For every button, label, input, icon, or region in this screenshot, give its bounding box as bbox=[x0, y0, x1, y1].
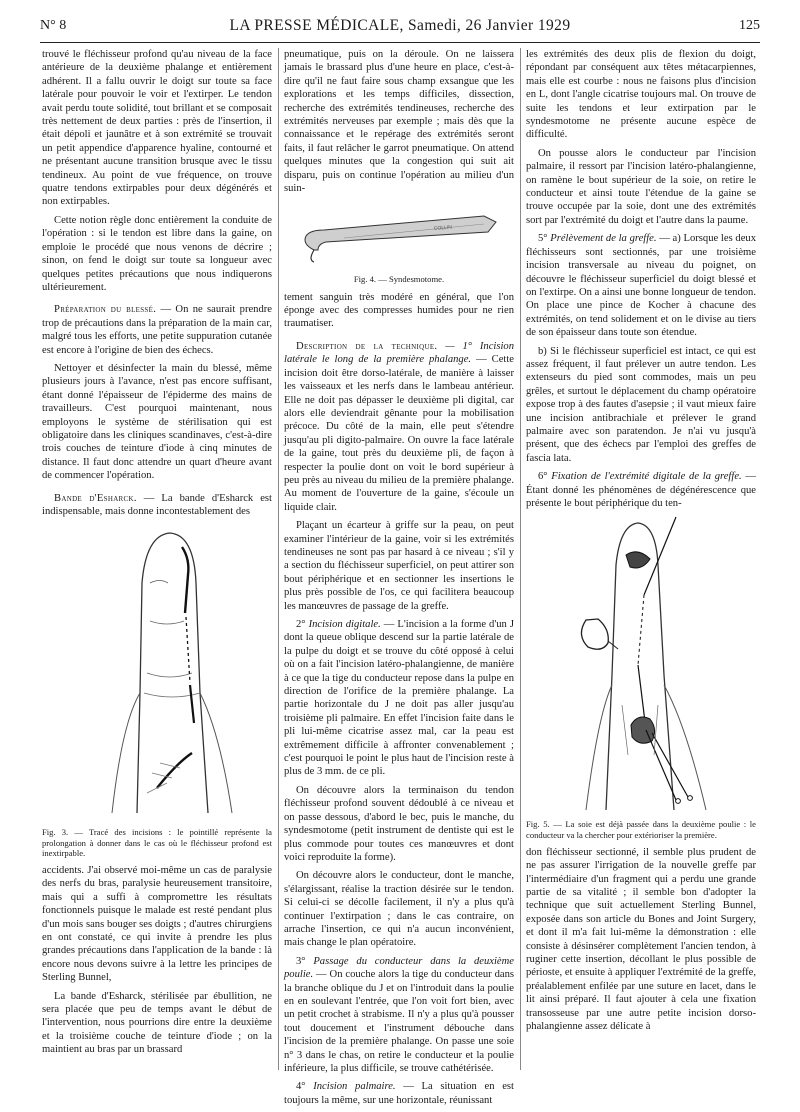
paragraph: La bande d'Esharck, stérilisée par ébullition, ne sera placée que peu de temps avant le début de l'intervention, nous pourrions dire entre la deuxième et la troisième couche de teinture d'iode ; on la maintient au bras par un brassard bbox=[42, 990, 272, 1056]
section-preparation bbox=[42, 303, 272, 357]
figure-3 bbox=[42, 523, 272, 858]
paragraph: Nettoyer et désinfecter la main du blessé, même plusieurs jours à l'avance, n'est pas encore suffisant, étant donné l'épaisseur de l'épiderme des mains de travailleurs. C'est pourquoi maintenant, nous employons le système de stérilisation qui est obligatoire dans les cliniques scandinaves, c'est-à-dire trois couches de teinture d'iode à cinq minutes de distance. Il faut donc attendre un quart d'heure avant de commencer l'opération. bbox=[42, 362, 272, 482]
section-passage bbox=[284, 955, 514, 1076]
column-3 bbox=[526, 48, 756, 1039]
step-number: 6° bbox=[538, 471, 552, 483]
step-number: 5° bbox=[538, 233, 551, 245]
figure-4 bbox=[284, 200, 514, 284]
subsection-heading: Prélèvement de la greffe. bbox=[550, 233, 657, 245]
column-1 bbox=[42, 48, 272, 1062]
figure-caption: Fig. 4. — Syndesmotome. bbox=[353, 274, 445, 285]
paragraph: les extrémités des deux plis de flexion du doigt, répondant par conséquent aux têtes métacarpiennes, mais elle est courbe : nous ne faisons plus d'incision en L, dont l'angle cicatrise toujours mal. On trouve de suite les tendons et leur extirpation par le syndesmotome ne présente aucune espèce de difficulté. bbox=[526, 49, 756, 141]
section-technique bbox=[284, 340, 514, 514]
section-digital bbox=[284, 618, 514, 779]
section-text: — La situation en est toujours la même, sur une horizontale, réunissant bbox=[284, 1081, 514, 1106]
paragraph: pneumatique, puis on la déroule. On ne laissera jamais le brassard plus d'une heure en place, c'est-à-dire qu'il ne faut faire sous champ exsangue que les explorations et les temps difficiles, dissection, recherche des extrémités tendineuses, recherche des extrémités nerveuses par exemple ; mais dès que la connaissance et le repérage des extrémités seront faits, il faut relâcher le garrot pneumatique. On attend quelques minutes que la congestion qui suit ait disparu, puis on continue l'opération au milieu d'un suin- bbox=[284, 49, 514, 195]
section-text: — On couche alors la tige du conducteur dans la branche oblique du J et on l'introduit dans la poulie en en soulevant l'entrée, que l'on voit fort bien, avec un petit crochet à strabisme. Il n'y a plus qu'à pousser tout doucement et l'instrument débouche dans l'incision de la première phalange. On passe une soie n° 3 dans le chas, on retire le conducteur et la poulie inférieure, la plus difficile, se trouve cathétérisée. bbox=[284, 969, 514, 1075]
finger-conductor-drawing-icon bbox=[526, 515, 756, 815]
section-text: — Cette incision doit être dorso-latérale, de manière à laisser les vaisseaux et les nerfs dans le lambeau antérieur. Elle ne doit pas dépasser le deuxième pli digital, car alors elle deviendrait gênante pour la mobilisation précoce. Du côté de la main, elle peut s'étendre jusqu'au pli digito-palmaire. On ouvre la face latérale de la gaine, tout près du deuxième pli, de façon à respecter la poulie dont on voit le bord supérieur à peu près au niveau du milieu de la première phalange. Au moment de l'ouverture de la gaine, s'écoule un liquide clair. bbox=[284, 354, 515, 513]
figure-caption: Fig. 3. — Tracé des incisions : le pointillé représente la prolongation à donner dans le cas où le fléchisseur profond est inextirpable. bbox=[42, 827, 272, 858]
paragraph: On découvre alors le conducteur, dont le manche, s'élargissant, réalise la traction désirée sur le tendon. Si celui-ci se décolle facilement, il n'y a plus qu'à continuer l'extirpation ; dans le cas contraire, on arrache l'insertion, ce qui n'a aucun inconvénient, mais change le plan opératoire. bbox=[284, 870, 514, 949]
paragraph: trouvé le fléchisseur profond qu'au niveau de la face antérieure de la deuxième phalange et entièrement adhérent. Il a fallu ouvrir le doigt sur toute sa face latérale pour pouvoir le voir et l'extirper. Le tendon avait perdu toute solidité, tout brillant et se composait très nettement de deux parties : près de l'insertion, il était dépoli et jaunâtre et à son extrémité se trouvait un petit appendice d'apparence hyaline, contourné et ne présentant aucune transition brusque avec le tissu tendineux. Au point de vue fréquence, on trouve quatre tendons extirpables pour deux dégénérés et non extirpables. bbox=[42, 49, 272, 208]
paragraph: accidents. J'ai observé moi-même un cas de paralysie des nerfs du bras, paralysie heureusement transitoire, mais qui a suffi à compromettre les résultats fonctionnels puisque le malade est resté pendant plus d'un mois sans bouger ses doigts ; d'autres chirurgiens en ont constaté, ce qui invite à prendre les plus grandes précautions dans l'application de la bande : là encore nous devons suivre à la lettre les principes de Sterling Bunnel, bbox=[42, 865, 272, 984]
section-palmaire bbox=[284, 1080, 514, 1107]
column-divider-2 bbox=[520, 48, 521, 1070]
section-text: — La bande d'Esharck est indispensable, mais donne incontestablement des bbox=[42, 492, 272, 517]
paragraph: Cette notion règle donc entièrement la conduite de l'opération : si le tendon est libre dans la gaine, on emploie le procédé que nous venons de décrire ; sinon, on fend le doigt sur toute sa longueur avec quelques petites précautions que nous indiquerons ultérieurement. bbox=[42, 214, 272, 293]
step-number: 3° bbox=[296, 955, 314, 967]
page-header bbox=[40, 14, 760, 40]
subsection-heading: Incision digitale. bbox=[308, 619, 381, 631]
issue-number: N° 8 bbox=[40, 18, 67, 33]
page-number: 125 bbox=[739, 18, 760, 33]
section-text: — Étant donné les phénomènes de dégénérescence que présente le bout périphérique du ten- bbox=[526, 471, 757, 509]
paragraph: On pousse alors le conducteur par l'incision palmaire, il ressort par l'incision latéro-phalangienne, on ramène le bout supérieur de la soie, on retire le conducteur et ainsi toute l'étendue de la gaine se trouve occupée par la soie, dont une des extrémités sort par l'extrémité du doigt et l'autre dans la paume. bbox=[526, 147, 756, 226]
step-number: 4° bbox=[296, 1081, 314, 1093]
finger-incision-drawing-icon bbox=[42, 523, 272, 823]
figure-5 bbox=[526, 515, 756, 839]
paragraph: On découvre alors la terminaison du tendon fléchisseur profond souvent dédoublé à ce niveau et on passe dessous, d'abord le bec, puis le manche, du syndesmotome (petit instrument de dentiste qui est le plus commode pour toutes ces manœuvres et dont voici reproduite la forme). bbox=[284, 784, 514, 863]
section-esharck bbox=[42, 492, 272, 519]
figure-caption: Fig. 5. — La soie est déjà passée dans la deuxième poulie : le conducteur va la chercher pour extérioriser la première. bbox=[526, 819, 756, 840]
column-divider-1 bbox=[278, 48, 279, 1070]
section-text: — L'incision a la forme d'un J dont la queue oblique descend sur la partie latérale de la pulpe du doigt et se trouve du côté opposé à celui où on a fait l'incision latéro-phalangienne, de manière à ce que la tige du conducteur repose dans la pulpe en direction de l'orifice de la première phalange. La partie horizontale du J ne doit pas aller jusqu'au troisième pli palmaire. En effet l'incision faite dans le pli lui-même cicatrise assez mal, car la peau est extrêmement difficile à affronter convenablement ; c'est pourquoi le point le plus haut de l'incision reste à plus de 3 mm. de ce pli. bbox=[284, 619, 514, 778]
section-fixation bbox=[526, 470, 756, 510]
subsection-heading: — 1° Incision latérale le long de la première phalange. bbox=[284, 340, 514, 366]
syndesmotome-instrument-drawing-icon bbox=[284, 200, 514, 270]
journal-title: LA PRESSE MÉDICALE, Samedi, 26 Janvier 1929 bbox=[229, 17, 571, 34]
subsection-heading: Fixation de l'extrémité digitale de la greffe. bbox=[551, 471, 742, 483]
section-heading: Préparation du blessé. bbox=[54, 304, 157, 316]
section-heading: Bande d'Esharck. bbox=[54, 492, 137, 504]
section-greffe bbox=[526, 232, 756, 339]
paragraph: Plaçant un écarteur à griffe sur la peau, on peut examiner l'intérieur de la gaine, voir si les extrémités tendineuses ne sont pas par hasard à ce niveau ; s'il y a section du fléchisseur superficiel, on peut attirer son bout périphérique et en sectionner les insertions le plus près possible de l'os, ce qui facilitera beaucoup les manœuvres de passage de la greffe. bbox=[284, 520, 514, 612]
subsection-heading: Passage du conducteur dans la deuxième poulie. bbox=[284, 955, 514, 981]
header-rule bbox=[40, 42, 760, 43]
paragraph: don fléchisseur sectionné, il semble plus prudent de ne pas assurer l'irrigation de la nouvelle greffe par l'intermédiaire d'un fragment qui a perdu une grande partie de sa vitalité ; il semble bon d'adopter la technique que suit actuellement Sterling Bunnel, exposée dans son article du Bones and Joint Surgery, et dont il m'a fait lui-même la démonstration : elle consiste à désinsérer complètement l'ancien tendon, à ruginer cette insertion, décollant le plus possible de périoste, et ensuite à appliquer l'extrémité de la greffe, préalablement enfilée par une suture en lacet, dans le lit ainsi préparé. Il faut ajouter à cela une fixation transosseuse par une autre petite incision dorso-phalangienne assez délicate à bbox=[526, 846, 756, 1033]
paragraph: b) Si le fléchisseur superficiel est intact, ce qui est assez fréquent, il faut prélever un autre tendon. Les extenseurs du pied sont commodes, mais un peu grêles, et surtout le déplacement du champ opératoire expose trop à des fautes d'asepsie ; il vaut mieux faire une incision antibrachiale et prélever le grand palmaire avec son paratendon. Je n'ai vu jusqu'à présent, que des échecs par l'emploi des greffes de fascia lata. bbox=[526, 345, 756, 464]
instrument-stamp: COLLIN bbox=[433, 224, 453, 233]
step-number: 2° bbox=[296, 619, 309, 631]
column-2 bbox=[284, 48, 514, 1112]
subsection-heading: Incision palmaire. bbox=[313, 1081, 396, 1093]
paragraph: tement sanguin très modéré en général, que l'on éponge avec des compresses humides pour ne rien traumatiser. bbox=[284, 291, 514, 330]
section-text: — On ne saurait prendre trop de précautions dans la préparation de la main car, malgré tous les efforts, une petite suppuration cutanée est encore à l'origine de bien des échecs. bbox=[42, 304, 272, 356]
section-text: — a) Lorsque les deux fléchisseurs sont sectionnés, par une troisième incision transversale au niveau du poignet, on découvre le fléchisseur superficiel du doigt blessé et on l'extirpe. On a ainsi une bonne longueur de tendon. On place une pince de Kocher à chacune des extrémités, on tend solidement et on le divise au tiers de son épaisseur dans toute son étendue. bbox=[526, 233, 756, 339]
section-heading: Description de la technique. bbox=[296, 340, 438, 352]
